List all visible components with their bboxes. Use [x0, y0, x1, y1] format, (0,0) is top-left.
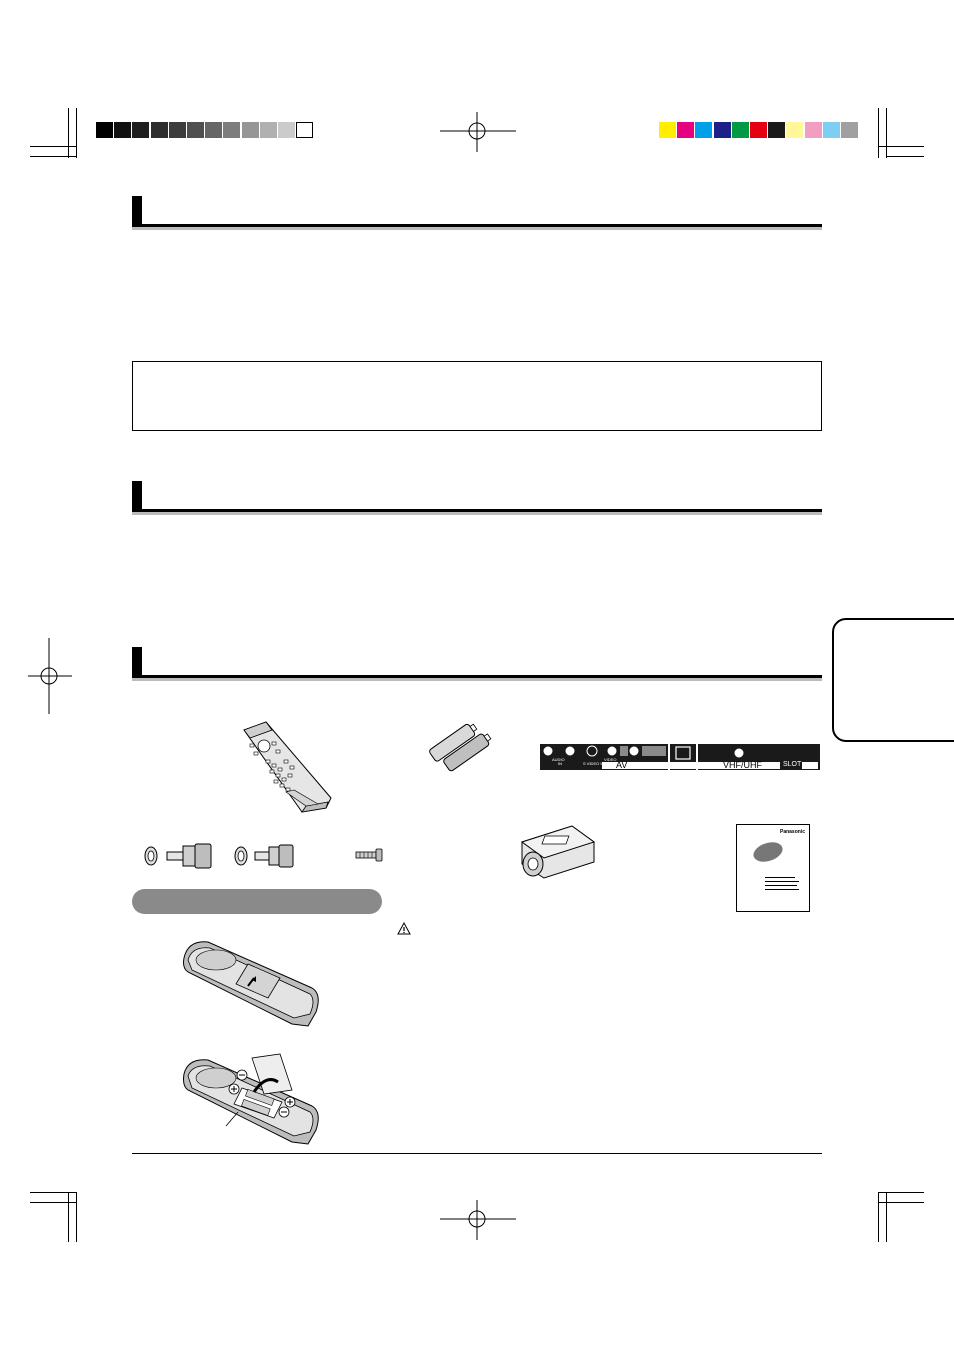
remote-control-illustration	[236, 720, 336, 815]
vhf-uhf-label: VHF/UHF	[723, 760, 762, 770]
bottom-rule	[132, 1153, 822, 1154]
gray-swatch	[96, 122, 113, 138]
color-swatch	[768, 122, 785, 138]
gray-swatch	[205, 122, 222, 138]
color-swatch	[695, 122, 712, 138]
color-swatch	[677, 122, 694, 138]
connector-adapter-2	[233, 842, 295, 870]
battery-install-heading-bar	[132, 889, 382, 914]
side-index-tab	[832, 618, 954, 742]
gray-swatch	[169, 122, 186, 138]
av-label: AV	[616, 760, 628, 770]
remote-battery-insert-illustration	[182, 1052, 322, 1148]
gray-swatch	[187, 122, 204, 138]
gray-swatch	[296, 122, 313, 138]
screw-illustration	[356, 848, 386, 862]
gray-swatch	[114, 122, 131, 138]
operating-instructions-booklet	[736, 824, 810, 912]
section-header-2	[132, 481, 822, 515]
booklet-brand: Panasonic	[779, 829, 805, 835]
connector-adapter-1	[143, 842, 215, 870]
in-label: IN	[558, 761, 562, 766]
ferrite-core-illustration	[512, 822, 598, 882]
section-header-1	[132, 196, 822, 230]
registration-target-bottom	[440, 1200, 516, 1240]
color-swatch	[841, 122, 858, 138]
registration-target-left	[28, 638, 72, 714]
gray-swatch	[223, 122, 240, 138]
remote-back-cover-open-illustration	[182, 938, 322, 1030]
batteries-illustration	[430, 722, 492, 772]
connector-panel	[540, 744, 820, 770]
note-box	[132, 361, 822, 431]
gray-swatch	[151, 122, 168, 138]
caution-icon	[397, 922, 411, 935]
color-swatch	[750, 122, 767, 138]
gray-swatch	[260, 122, 277, 138]
color-swatch	[659, 122, 676, 138]
color-swatch	[805, 122, 822, 138]
svideo-label: S VIDEO IN	[583, 761, 605, 766]
color-swatch	[732, 122, 749, 138]
registration-target-top	[440, 112, 516, 152]
gray-swatch	[132, 122, 149, 138]
gray-swatch	[242, 122, 259, 138]
video-label: VIDEO	[604, 757, 617, 762]
section-header-3	[132, 647, 822, 681]
gray-swatch	[278, 122, 295, 138]
color-swatch	[786, 122, 803, 138]
audio-label: AUDIO	[552, 757, 565, 762]
color-swatch	[714, 122, 731, 138]
color-swatch	[823, 122, 840, 138]
slot-label: SLOT	[783, 761, 802, 768]
